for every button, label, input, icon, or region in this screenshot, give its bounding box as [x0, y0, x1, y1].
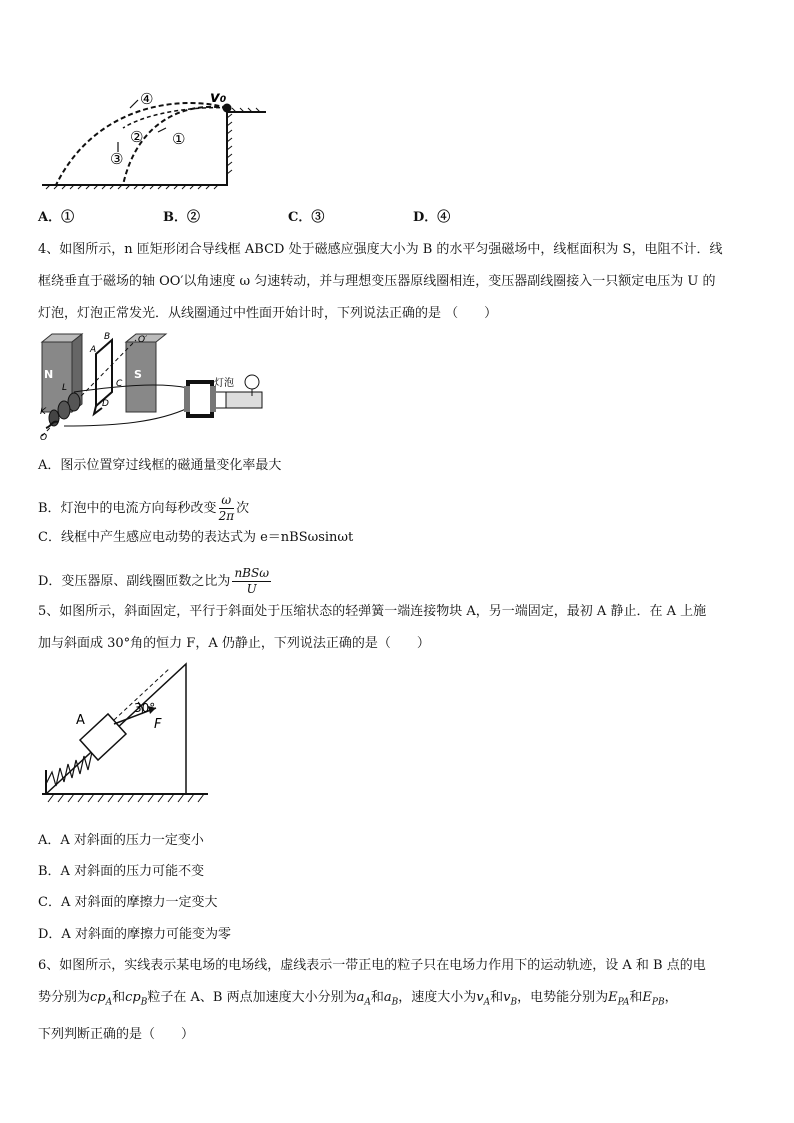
- q4-option-c: C．线框中产生感应电动势的表达式为 e＝nBSωsinωt: [38, 530, 354, 545]
- q3-label-1: ①: [172, 130, 186, 148]
- q6-phi-a: [90, 990, 113, 1008]
- q6-phi-a-sub: A: [105, 997, 113, 1008]
- q3-v0-label: v₀: [210, 88, 227, 106]
- q4-stem: [38, 234, 760, 330]
- q6-a-b: [383, 990, 399, 1008]
- q4-option-b-text: B．灯泡中的电流方向每秒改变: [38, 501, 217, 516]
- q6-a-a-sub: A: [364, 997, 371, 1008]
- q6-text-end: ，: [664, 990, 678, 1005]
- q6-epb-symbol: E: [642, 990, 652, 1005]
- q3-option-a: A．①: [38, 210, 75, 225]
- q6-stem-line2: [38, 982, 760, 1019]
- q3-option-d: D．④: [413, 210, 451, 225]
- q6-v-b-symbol: v: [503, 990, 511, 1005]
- q6-epa-sub: PA: [617, 997, 630, 1008]
- q4-option-d-text: D．变压器原、副线圈匝数之比为: [38, 574, 231, 589]
- q4-label-s: S: [134, 368, 142, 381]
- q5-option-b: B．A 对斜面的压力可能不变: [38, 864, 205, 879]
- q4-stem-line1: 4、如图所示，n 匝矩形闭合导线框 ABCD 处于磁感应强度大小为 B 的水平匀强磁场中，线框面积为 S，电阻不计．线: [38, 242, 723, 257]
- q6-a-b-sub: B: [391, 997, 399, 1008]
- q4-option-b-numerator: ω: [219, 493, 235, 509]
- q3-options: [38, 206, 538, 225]
- q3-option-b: B．②: [163, 210, 200, 225]
- q6-text-b: 粒子在 A、B 两点加速度大小分别为: [147, 990, 357, 1005]
- q5-stem-line2: 加与斜面成 30°角的恒力 F，A 仍静止，下列说法正确的是（ ）: [38, 636, 430, 651]
- q6-v-a: [476, 990, 491, 1008]
- q6-phi-a-symbol: cp: [90, 990, 106, 1005]
- q5-figure: [38, 660, 214, 804]
- q6-phi-b-symbol: cp: [125, 990, 141, 1005]
- q6-and-4: 和: [629, 990, 643, 1005]
- q6-text-d: ，电势能分别为: [517, 990, 609, 1005]
- q4-option-d-fraction: [232, 566, 271, 597]
- q6-phi-b-sub: B: [140, 997, 148, 1008]
- q6-a-a-symbol: a: [356, 990, 365, 1005]
- q6-and-3: 和: [490, 990, 504, 1005]
- q4-label-a: A: [90, 345, 97, 355]
- q5-stem: [38, 596, 760, 660]
- q6-v-a-sub: A: [483, 997, 491, 1008]
- q6-epa-symbol: E: [608, 990, 618, 1005]
- q3-option-c: C．③: [288, 210, 325, 225]
- q6-stem-line3: 下列判断正确的是（ ）: [38, 1026, 195, 1042]
- q6-epa: [608, 990, 630, 1008]
- q4-option-b-suffix: 次: [236, 501, 250, 516]
- q6-and-2: 和: [370, 990, 384, 1005]
- q6-epb-sub: PB: [651, 997, 665, 1008]
- q6-and-1: 和: [112, 990, 126, 1005]
- q3-figure: [38, 88, 270, 190]
- q4-label-o: O: [40, 433, 48, 442]
- q4-label-o-prime: O′: [138, 335, 148, 345]
- q6-stem-line1: 6、如图所示，实线表示某电场的电场线，虚线表示一带正电的粒子只在电场力作用下的运动轨迹，设 A 和 B 点的电: [38, 958, 706, 973]
- q6-phi-b: [125, 990, 148, 1008]
- q4-option-d-denominator: U: [246, 582, 257, 596]
- q5-label-a: A: [76, 713, 85, 728]
- q5-option-d: D．A 对斜面的摩擦力可能变为零: [38, 927, 231, 942]
- q6-a-a: [356, 990, 371, 1008]
- q4-label-l: L: [62, 383, 68, 393]
- q4-option-b-denominator: 2π: [218, 509, 235, 523]
- q4-label-c: C: [116, 379, 123, 389]
- q5-option-a: A．A 对斜面的压力一定变小: [38, 833, 204, 848]
- q4-option-b: [38, 493, 249, 524]
- q4-label-n: N: [44, 368, 54, 381]
- q5-label-angle: 30°: [134, 701, 156, 715]
- q4-label-d: D: [102, 399, 109, 409]
- q3-label-3: ③: [110, 150, 124, 168]
- q6-epb: [642, 990, 665, 1008]
- q4-option-b-fraction: [219, 493, 235, 524]
- q4-option-d: [38, 566, 273, 597]
- q4-option-a: A．图示位置穿过线框的磁通量变化率最大: [38, 458, 282, 473]
- q6-text-a: 势分别为: [38, 990, 91, 1005]
- q3-label-4: ④: [140, 90, 154, 108]
- q6-v-b: [503, 990, 518, 1008]
- q4-figure: [38, 330, 270, 442]
- q4-stem-line2: 框绕垂直于磁场的轴 OO′以角速度 ω 匀速转动，并与理想变压器原线圈相连，变压器副线圈接入一只额定电压为 U 的: [38, 274, 716, 289]
- q6-v-a-symbol: v: [476, 990, 484, 1005]
- q4-label-b: B: [104, 332, 111, 342]
- q6-stem: [38, 950, 760, 1051]
- q6-a-b-symbol: a: [383, 990, 392, 1005]
- q4-label-k: K: [40, 407, 46, 417]
- q5-label-f: F: [154, 717, 162, 732]
- q5-option-c: C．A 对斜面的摩擦力一定变大: [38, 895, 218, 910]
- q4-option-d-numerator: nBSω: [234, 566, 269, 580]
- q4-stem-line3: 灯泡，灯泡正常发光．从线圈通过中性面开始计时，下列说法正确的是 （ ）: [38, 306, 498, 321]
- q3-label-2: ②: [130, 128, 144, 146]
- q6-text-c: ，速度大小为: [398, 990, 477, 1005]
- q6-v-b-sub: B: [510, 997, 518, 1008]
- q4-label-bulb: 灯泡: [214, 378, 234, 389]
- q5-stem-line1: 5、如图所示，斜面固定，平行于斜面处于压缩状态的轻弹簧一端连接物块 A，另一端固定，最初 A 静止．在 A 上施: [38, 604, 707, 619]
